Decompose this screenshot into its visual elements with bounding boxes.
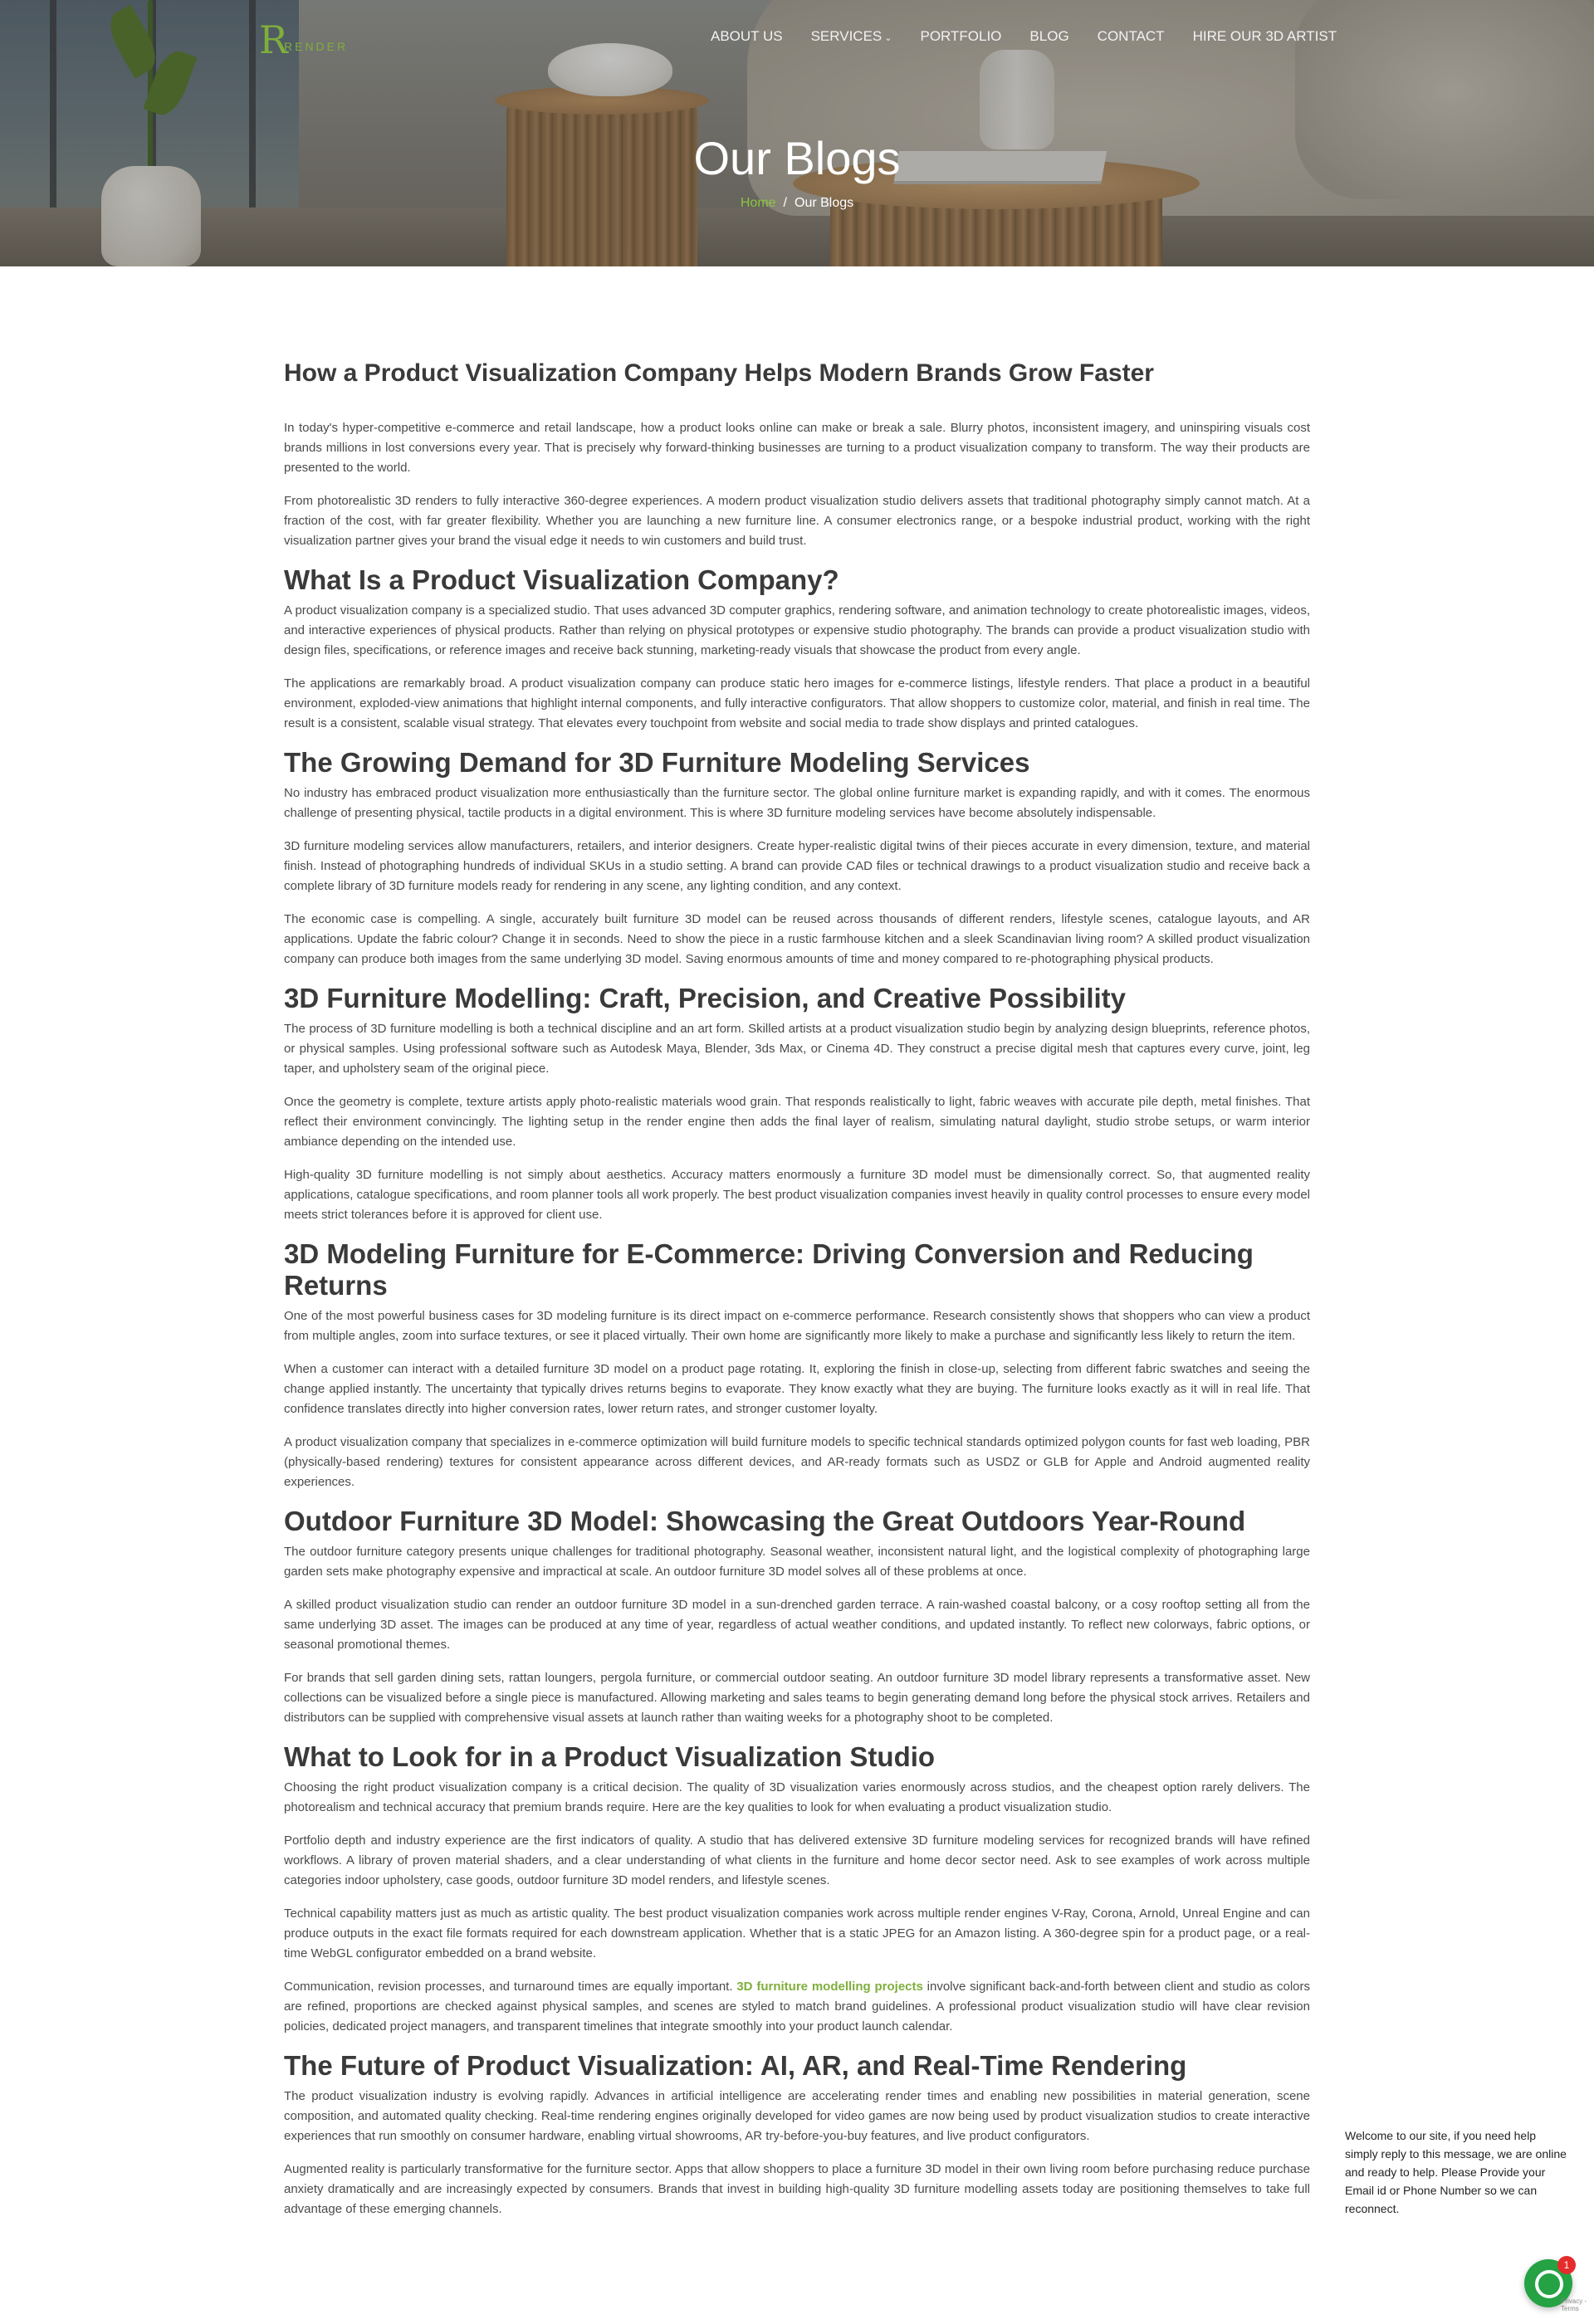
article-paragraph: High-quality 3D furniture modelling is not simply about aesthetics. Accuracy matters enormously a furniture 3D model must be dimensionally correct. So, that augmented reality applications, catalogue specifications, and room planner tools all work properly. The best product visualization companies invest heavily in quality control processes to ensure every model meets strict tolerances before it is approved for client use. [284, 1168, 1310, 1222]
article-paragraph: The economic case is compelling. A single, accurately built furniture 3D model can be reused across thousands of different renders, lifestyle scenes, catalogue layouts, and AR applications. Update the fabric colour? Change it in seconds. Need to show the piece in a rustic farmhouse kitchen and a sleek Scandinavian living room? A skilled product visualization company can produce both images from the same underlying 3D model. Saving enormous amounts of time and money compared to re-photographing physical products. [284, 912, 1310, 966]
breadcrumb-separator: / [783, 196, 787, 210]
logo-mark: R [259, 17, 288, 62]
nav-portfolio[interactable]: PORTFOLIO [920, 28, 1002, 44]
article-paragraph: The applications are remarkably broad. A product visualization company can produce static hero images for e-commerce listings, lifestyle renders. That place a product in a beautiful environment, exploded-view animations that highlight internal components, and fully interactive configurators. That allow shoppers to customize color, material, and finish in real time. The result is a consistent, scalable visual strategy. That elevates every touchpoint from website and social media to trade show displays and printed catalogues. [284, 676, 1310, 730]
article-paragraph: A product visualization company is a specialized studio. That uses advanced 3D computer graphics, rendering software, and animation technology to create photorealistic images, videos, and interactive experiences of physical products. Rather than relying on physical prototypes or expensive studio photography. The brands can provide a product visualization studio with design files, specifications, or reference images and receive back stunning, marketing-ready visuals that showcase the product from every angle. [284, 603, 1310, 657]
section-heading: What Is a Product Visualization Company? [284, 564, 839, 595]
nav-services-label: SERVICES [810, 28, 883, 44]
article-paragraph: 3D furniture modeling services allow manufacturers, retailers, and interior designers. Create hyper-realistic digital twins of their pieces accurate in every dimension, texture, and material finish. Instead of photographing hundreds of individual SKUs in a studio setting. A brand can provide CAD files or technical drawings to a product visualization studio and receive back a complete library of 3D furniture models ready for rendering in any scene, any lighting condition, and any context. [284, 839, 1310, 893]
chat-bubble-icon [1535, 2270, 1563, 2298]
article-paragraph: One of the most powerful business cases for 3D modeling furniture is its direct impact on e-commerce performance. Research consistently shows that shoppers who can view a product from multiple angles, zoom into surface textures, or see it placed virtually. Their own home are significantly more likely to make a purchase and significantly less likely to return the item. [284, 1309, 1310, 1343]
chat-unread-badge: 1 [1557, 2256, 1576, 2274]
article-paragraph: When a customer can interact with a detailed furniture 3D model on a product page rotating. It, exploring the finish in close-up, selecting from different fabric swatches and seeing the change applied instantly. The uncertainty that typically drives returns begins to evaporate. They know exactly what they are buying. The furniture looks exactly as it will in real life. That confidence translates directly into higher conversion rates, lower return rates, and stronger customer loyalty. [284, 1362, 1310, 1416]
nav-blog[interactable]: BLOG [1029, 28, 1069, 44]
article-paragraph: For brands that sell garden dining sets, rattan loungers, pergola furniture, or commercial outdoor seating. An outdoor furniture 3D model library represents a transformative asset. New collections can be visualized before a single piece is manufactured. Allowing marketing and sales teams to begin generating demand long before the physical stock arrives. Retailers and distributors can be supplied with comprehensive visual assets at launch rather than waiting weeks for a photography shoot to be completed. [284, 1671, 1310, 1725]
article-paragraph: The product visualization industry is evolving rapidly. Advances in artificial intelligence are accelerating render times and enabling new possibilities in material generation, scene composition, and automated quality checking. Real-time rendering engines originally developed for video games are now being used by product visualization studios to create interactive experiences that run smoothly on consumer hardware, enabling virtual showrooms, AR try-before-you-buy features, and live product configurators. [284, 2089, 1310, 2143]
nav-about-us[interactable]: ABOUT US [711, 28, 783, 44]
section-heading: Outdoor Furniture 3D Model: Showcasing the Great Outdoors Year-Round [284, 1506, 1246, 1536]
chevron-down-icon: ⌄ [884, 33, 892, 43]
article-paragraph: Once the geometry is complete, texture artists apply photo-realistic materials wood grain. That responds realistically to light, fabric weaves with accurate pile depth, metal finishes. That reflect their environment convincingly. The lighting setup in the render engine then adds the final layer of realism, simulating natural daylight, studio strobe setups, or warm interior ambiance depending on the intended use. [284, 1095, 1310, 1149]
breadcrumb-home[interactable]: Home [740, 196, 776, 210]
section-heading: 3D Modeling Furniture for E-Commerce: Driving Conversion and Reducing Returns [284, 1238, 1254, 1301]
section-heading: 3D Furniture Modelling: Craft, Precision, and Creative Possibility [284, 983, 1127, 1013]
hero-banner [0, 0, 1594, 266]
article-paragraph: From photorealistic 3D renders to fully interactive 360-degree experiences. A modern product visualization studio delivers assets that traditional photography simply cannot match. At a fraction of the cost, with far greater flexibility. Whether you are launching a new furniture line. A consumer electronics range, or a bespoke industrial product, working with the right visualization partner gives your brand the visual edge it needs to win customers and build trust. [284, 494, 1310, 548]
article-title: How a Product Visualization Company Helps Modern Brands Grow Faster [284, 359, 1154, 387]
article-paragraph: Augmented reality is particularly transformative for the furniture sector. Apps that allow shoppers to place a furniture 3D model in their own living room before purchasing reduce purchase anxiety dramatically and are increasingly expected by consumers. Brands that invest in building high-quality 3D furniture modelling assets today are positioning themselves to take full advantage of these emerging channels. [284, 2162, 1310, 2216]
article-paragraph: Communication, revision processes, and turnaround times are equally important. 3D furniture modelling projects involve significant back-and-forth between client and studio as colors are refined, proportions are checked against physical samples, and scenes are styled to match brand guidelines. A professional product visualization studio will have clear revision policies, dedicated project managers, and transparent timelines that integrate smoothly into your product launch calendar. [284, 1980, 1310, 2034]
site-logo[interactable] [259, 18, 350, 61]
article-paragraph: Technical capability matters just as much as artistic quality. The best product visualization companies work across multiple render engines V-Ray, Corona, Arnold, Unreal Engine and can produce outputs in the exact file formats required for each downstream application. Whether that is a static JPEG for an Amazon listing. A 360-degree spin for a product page, or a real-time WebGL configurator embedded on a brand website. [284, 1907, 1310, 1960]
article-paragraph: In today's hyper-competitive e-commerce and retail landscape, how a product looks online can make or break a sale. Blurry photos, inconsistent imagery, and uninspiring visuals cost brands millions in lost conversions every year. That is precisely why forward-thinking businesses are turning to a product visualization company to transform. The way their products are presented to the world. [284, 421, 1310, 475]
section-heading: The Growing Demand for 3D Furniture Modeling Services [284, 747, 1030, 778]
main-nav [711, 28, 1365, 45]
page-title: Our Blogs [693, 132, 901, 184]
article-paragraph: Choosing the right product visualization company is a critical decision. The quality of 3D visualization varies enormously across studios, and the cheapest option rarely delivers. The photorealism and technical accuracy that premium brands require. Here are the key qualities to look for when evaluating a product visualization studio. [284, 1780, 1310, 1814]
nav-hire-artist[interactable]: HIRE OUR 3D ARTIST [1192, 28, 1337, 44]
breadcrumb [0, 196, 1594, 211]
section-heading: What to Look for in a Product Visualization Studio [284, 1741, 936, 1772]
chat-welcome-message[interactable]: Welcome to our site, if you need help simply reply to this message, we are online and ready to help. Please Provide your Email id or Phone Number so we can reconnect. [1345, 2126, 1569, 2218]
blog-article [284, 357, 1310, 2233]
recaptcha-terms[interactable]: Privacy - Terms [1561, 2297, 1587, 2312]
article-paragraph: No industry has embraced product visualization more enthusiastically than the furniture sector. The global online furniture market is expanding rapidly, and with it comes. The enormous challenge of presenting physical, tactile products in a digital environment. This is where 3D furniture modeling services have become absolutely indispensable. [284, 786, 1310, 820]
breadcrumb-current: Our Blogs [795, 196, 854, 210]
nav-contact[interactable]: CONTACT [1097, 28, 1165, 44]
article-paragraph: The process of 3D furniture modelling is both a technical discipline and an art form. Skilled artists at a product visualization studio begin by analyzing design blueprints, reference photos, or physical samples. Using professional software such as Autodesk Maya, Blender, 3ds Max, or Cinema 4D. They construct a precise digital mesh that captures every curve, joint, leg taper, and upholstery seam of the original piece. [284, 1022, 1310, 1076]
logo-word: RENDER [284, 40, 349, 53]
article-paragraph: A skilled product visualization studio can render an outdoor furniture 3D model in a sun-drenched garden terrace. A rain-washed coastal balcony, or a cosy rooftop setting all from the same underlying 3D asset. The images can be produced at any time of year, regardless of actual weather conditions, and updated instantly. To reflect new colorways, fabric options, or seasonal promotional themes. [284, 1598, 1310, 1652]
article-paragraph: A product visualization company that specializes in e-commerce optimization will build furniture models to specific technical standards optimized polygon counts for fast web loading, PBR (physically-based rendering) textures for consistent appearance across different devices, and AR-ready formats such as USDZ or GLB for Apple and Android augmented reality experiences. [284, 1435, 1310, 1489]
furniture-modelling-link[interactable]: 3D furniture modelling projects [736, 1980, 923, 1994]
article-paragraph: Portfolio depth and industry experience are the first indicators of quality. A studio that has delivered extensive 3D furniture modeling services for recognized brands will have refined workflows. A library of proven material shaders, and a clear understanding of what clients in the furniture and home decor sector need. Ask to see examples of work across multiple categories indoor upholstery, case goods, outdoor furniture 3D model renders, and lifestyle scenes. [284, 1833, 1310, 1887]
section-heading: The Future of Product Visualization: AI, AR, and Real-Time Rendering [284, 2050, 1187, 2081]
article-paragraph: The outdoor furniture category presents unique challenges for traditional photography. Seasonal weather, inconsistent natural light, and the logistical complexity of photographing large garden sets make photography expensive and impractical at scale. An outdoor furniture 3D model solves all of these problems at once. [284, 1545, 1310, 1579]
nav-services[interactable] [811, 28, 892, 45]
